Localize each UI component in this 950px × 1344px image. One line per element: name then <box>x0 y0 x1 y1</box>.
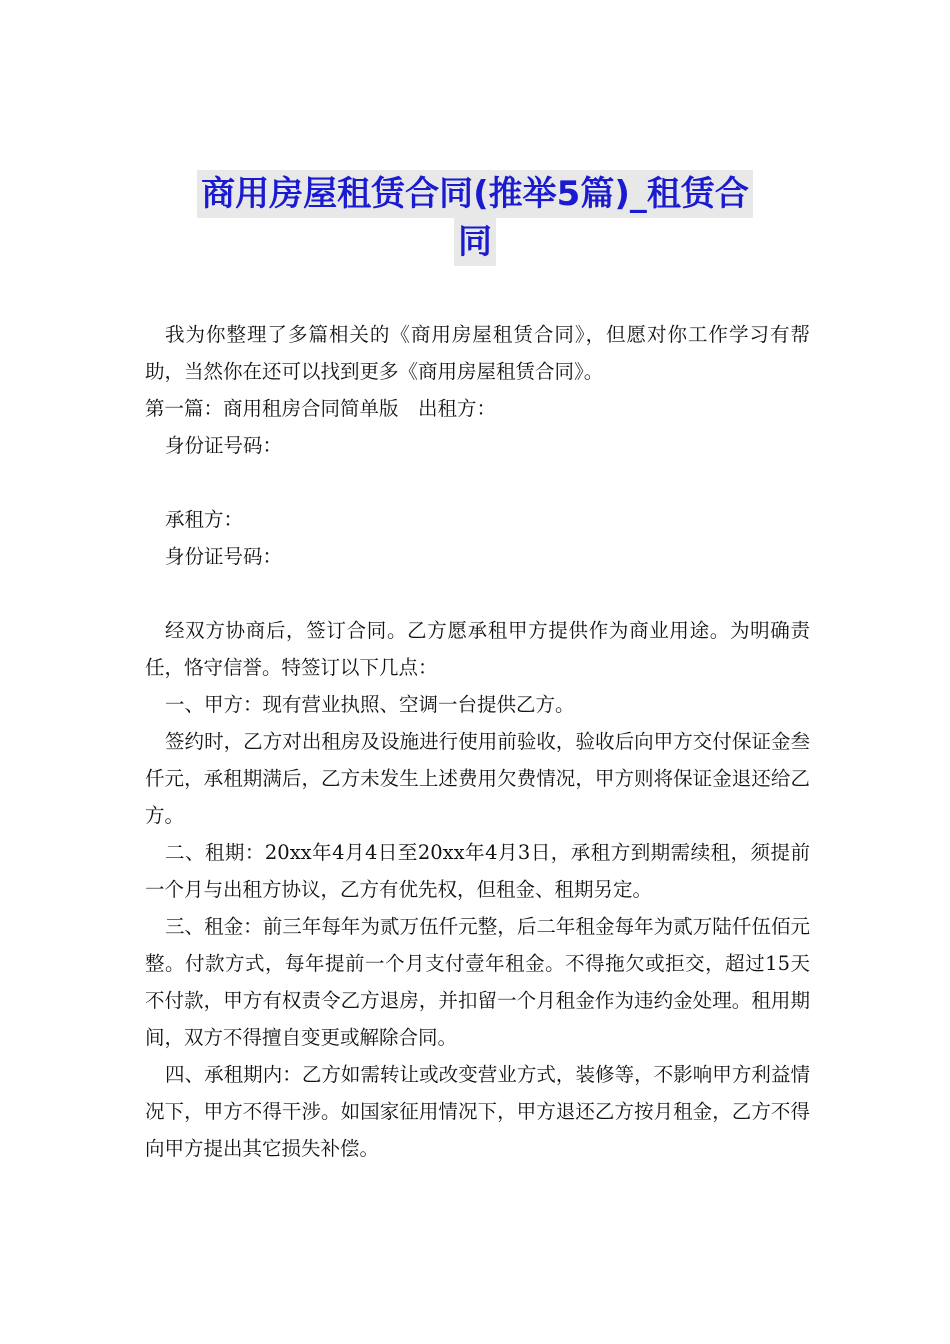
document-title <box>145 170 805 266</box>
spacer <box>145 575 810 612</box>
clause-four: 四、承租期内：乙方如需转让或改变营业方式，装修等，不影响甲方利益情况下，甲方不得干涉。如国家征用情况下，甲方退还乙方按月租金，乙方不得向甲方提出其它损失补偿。 <box>145 1063 810 1160</box>
lessor-id-line: 身份证号码： <box>165 434 283 457</box>
clause-three: 三、租金：前三年每年为贰万伍仟元整，后二年租金每年为贰万陆仟伍佰元整。付款方式，每年提前一个月支付壹年租金。不得拖欠或拒交，超过15天不付款，甲方有权责令乙方退房，并扣留一个月租金作为违约金处理。租用期间，双方不得擅自变更或解除合同。 <box>145 915 810 1049</box>
clause-two: 二、租期：20xx年4月4日至20xx年4月3日，承租方到期需续租，须提前一个月与出租方协议，乙方有优先权，但租金、租期另定。 <box>145 841 810 901</box>
title-line-1: 商用房屋租赁合同(推举5篇)_租赁合 <box>197 170 753 218</box>
agreement-paragraph: 经双方协商后，签订合同。乙方愿承租甲方提供作为商业用途。为明确责任，恪守信誉。特签订以下几点： <box>145 619 810 679</box>
intro-paragraph: 我为你整理了多篇相关的《商用房屋租赁合同》，但愿对你工作学习有帮助，当然你在还可以找到更多《商用房屋租赁合同》。 <box>145 323 810 383</box>
lessee-id-line: 身份证号码： <box>165 545 283 568</box>
clause-one: 一、甲方：现有营业执照、空调一台提供乙方。 <box>165 693 575 716</box>
section-heading-first: 第一篇：商用租房合同简单版 出租方： <box>145 397 497 420</box>
title-line-2: 同 <box>454 218 496 266</box>
document-body <box>145 316 810 1167</box>
lessee-line: 承租方： <box>165 508 244 531</box>
deposit-paragraph: 签约时，乙方对出租房及设施进行使用前验收，验收后向甲方交付保证金叁仟元，承租期满后，乙方未发生上述费用欠费情况，甲方则将保证金退还给乙方。 <box>145 730 810 827</box>
spacer <box>145 464 810 501</box>
